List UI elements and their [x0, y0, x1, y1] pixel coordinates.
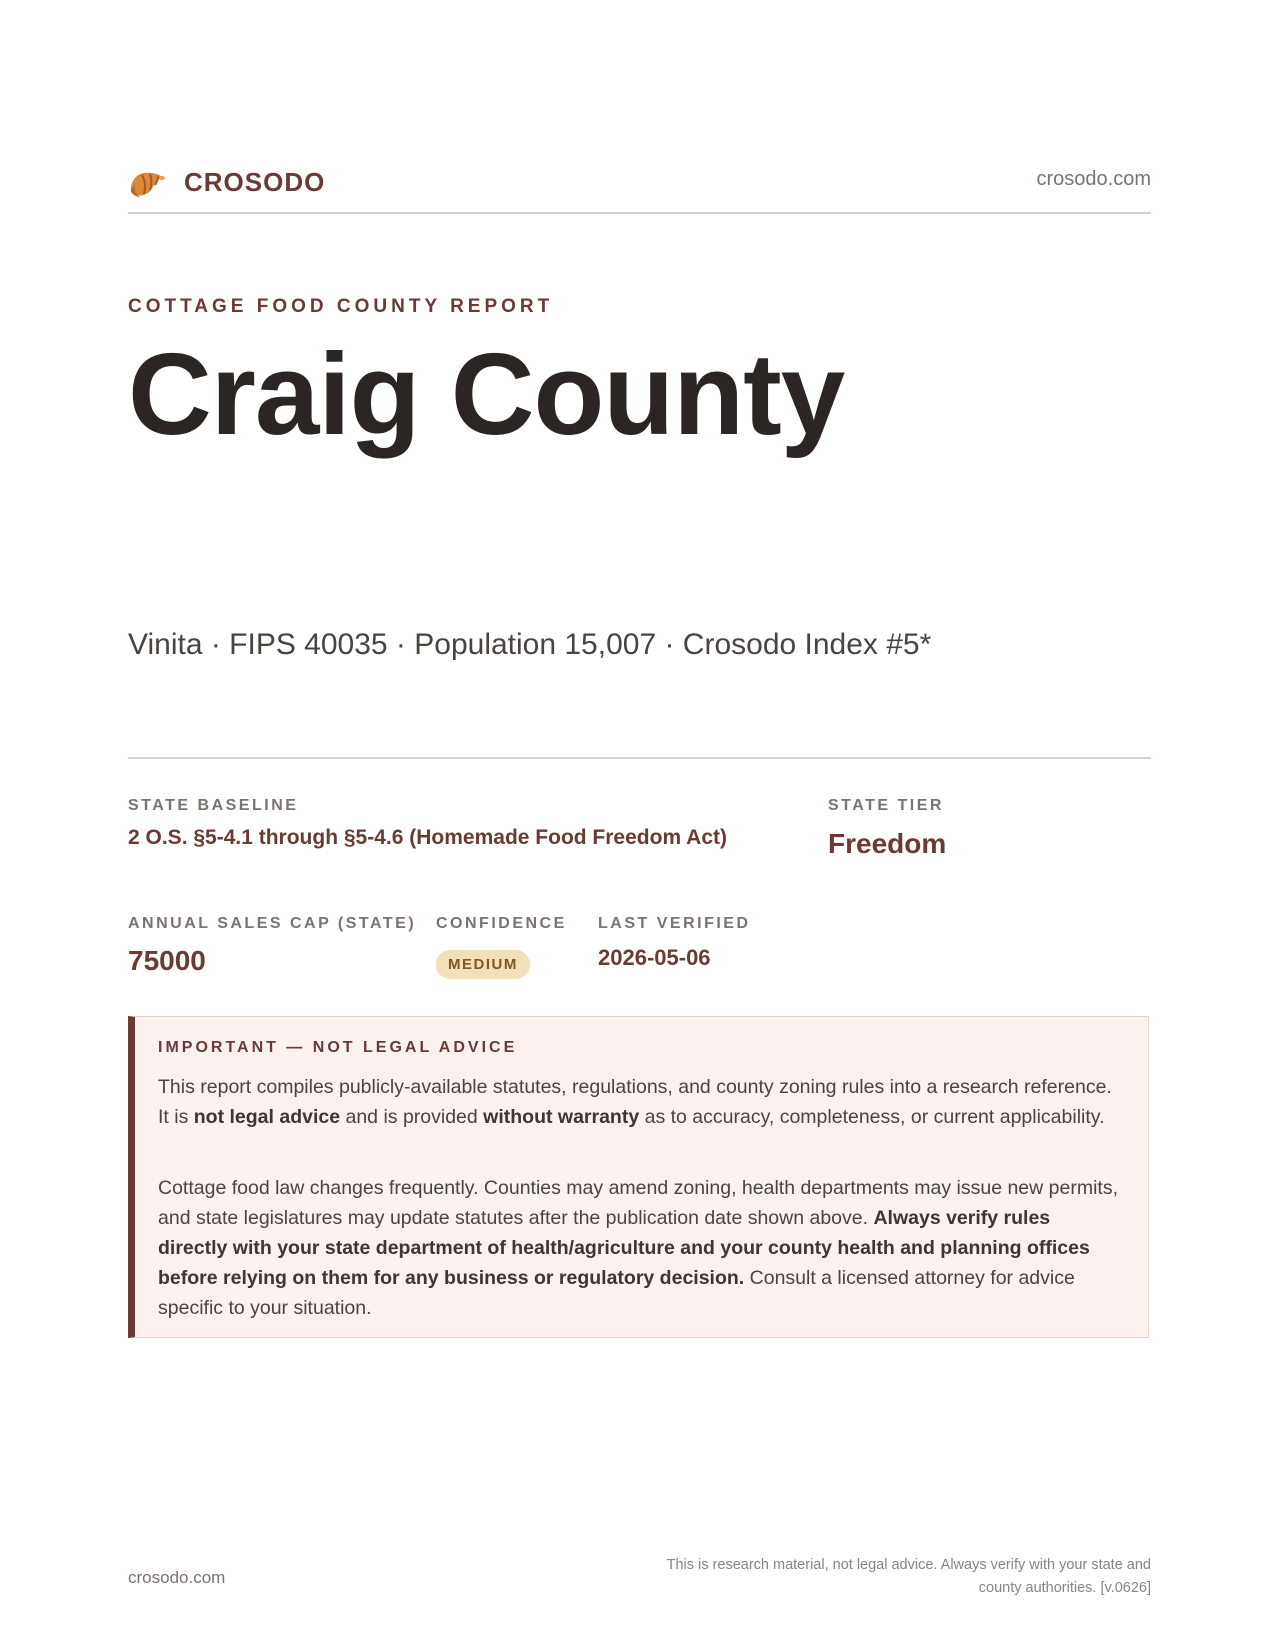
last-verified-value: 2026-05-06 [598, 945, 711, 970]
notice-paragraph-1: This report compiles publicly-available statutes, regulations, and county zoning rules into a research reference. It is not legal advice and is provided without warranty as to accuracy, completeness, or current applicability. [158, 1076, 1112, 1128]
confidence-label: CONFIDENCE [436, 915, 567, 932]
page-title: Craig County [128, 329, 845, 459]
header-url[interactable]: crosodo.com [1036, 168, 1151, 190]
brand-name: CROSODO [184, 166, 326, 197]
state-baseline-value: 2 O.S. §5-4.1 through §5-4.6 (Homemade Food Freedom Act) [128, 826, 728, 849]
legal-notice [128, 1016, 1149, 1338]
report-eyebrow: COTTAGE FOOD COUNTY REPORT [128, 296, 554, 317]
county-subtitle: Vinita · FIPS 40035 · Population 15,007 · Crosodo Index #5* [128, 628, 932, 661]
croissant-icon [128, 164, 168, 200]
state-tier-value: Freedom [828, 828, 947, 859]
brand[interactable] [128, 164, 325, 200]
notice-paragraph-2: Cottage food law changes frequently. Counties may amend zoning, health departments may issue new permits, and state legislatures may update statutes after the publication date shown above. Always verify rules directly with your state department of health/agriculture and your county health and planning offices before relying on them for any business or regulatory decision. Consult a licensed attorney for advice specific to your situation. [158, 1177, 1118, 1319]
report-page [128, 0, 1151, 1650]
page-header [128, 156, 1151, 214]
sales-cap-label: ANNUAL SALES CAP (STATE) [128, 915, 417, 932]
state-tier-label: STATE TIER [828, 797, 944, 814]
notice-title: IMPORTANT — NOT LEGAL ADVICE [158, 1039, 518, 1056]
state-baseline-label: STATE BASELINE [128, 797, 299, 814]
section-divider [128, 757, 1151, 759]
sales-cap-value: 75000 [128, 945, 206, 976]
footer-disclaimer: This is research material, not legal advice. Always verify with your state and county authorities. [v.0626] [666, 1557, 1151, 1596]
last-verified-label: LAST VERIFIED [598, 915, 751, 932]
footer-url[interactable]: crosodo.com [128, 1568, 226, 1587]
confidence-badge: MEDIUM [436, 950, 530, 979]
